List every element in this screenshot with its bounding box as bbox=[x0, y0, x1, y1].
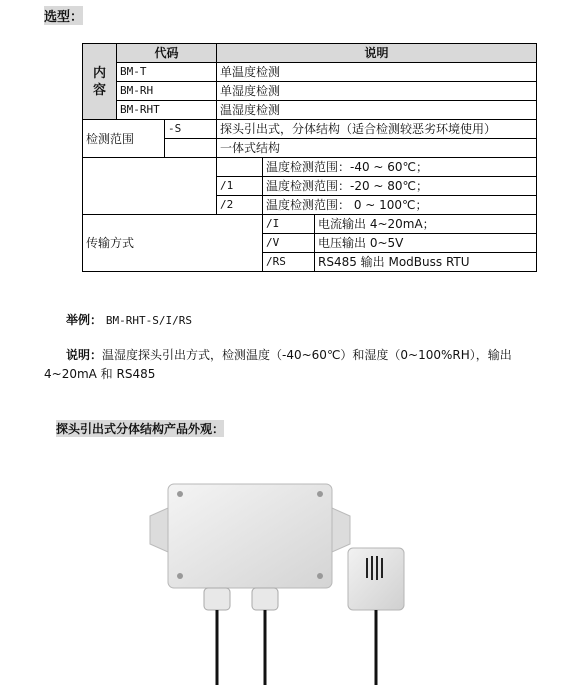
output-code: /I bbox=[263, 215, 315, 234]
screw-icon bbox=[317, 491, 323, 497]
range-code: /2 bbox=[217, 196, 263, 215]
range-desc: 温度检测范围：-40 ~ 60℃； bbox=[263, 158, 537, 177]
range-desc: 温度检测范围： 0 ~ 100℃； bbox=[263, 196, 537, 215]
output-code: /RS bbox=[263, 253, 315, 272]
description-text: 温湿度探头引出方式，检测温度（-40~60℃）和湿度（0~100%RH），输出 4~20mA 和 RS485 bbox=[44, 348, 512, 381]
probe-code: -S bbox=[165, 120, 217, 139]
output-desc: 电压输出 0~5V bbox=[315, 234, 537, 253]
example-line bbox=[66, 311, 192, 328]
appearance-heading: 探头引出式分体结构产品外观： bbox=[56, 422, 225, 436]
table-row bbox=[83, 215, 537, 234]
model-code: BM-T bbox=[117, 63, 217, 82]
product-photo bbox=[140, 470, 430, 685]
output-label: 传输方式 bbox=[83, 215, 263, 272]
probe-desc: 探头引出式，分体结构（适合检测较恶劣环境使用） bbox=[217, 120, 537, 139]
screw-icon bbox=[177, 573, 183, 579]
range-code bbox=[217, 158, 263, 177]
header-desc: 说明 bbox=[217, 44, 537, 63]
content-label-cell bbox=[83, 44, 117, 120]
model-desc: 单温度检测 bbox=[217, 63, 537, 82]
header-code: 代码 bbox=[117, 44, 217, 63]
model-code: BM-RHT bbox=[117, 101, 217, 120]
range-desc: 温度检测范围：-20 ~ 80℃； bbox=[263, 177, 537, 196]
table-row bbox=[83, 158, 537, 177]
example-value: BM-RHT-S/I/RS bbox=[105, 314, 192, 327]
selection-table bbox=[82, 43, 537, 272]
output-desc: 电流输出 4~20mA； bbox=[315, 215, 537, 234]
model-desc: 单湿度检测 bbox=[217, 82, 537, 101]
range-code: /1 bbox=[217, 177, 263, 196]
screw-icon bbox=[177, 491, 183, 497]
probe-label: 检测范围 bbox=[83, 120, 165, 158]
probe-desc: 一体式结构 bbox=[217, 139, 537, 158]
enclosure-box bbox=[168, 484, 332, 588]
model-code: BM-RH bbox=[117, 82, 217, 101]
cable-gland bbox=[252, 588, 278, 610]
content-label-line2: 容 bbox=[92, 82, 106, 98]
description-paragraph bbox=[44, 346, 539, 384]
output-desc: RS485 输出 ModBuss RTU bbox=[315, 253, 537, 272]
example-label: 举例： bbox=[66, 313, 103, 327]
range-label bbox=[83, 158, 217, 215]
table-row bbox=[83, 101, 537, 120]
model-desc: 温湿度检测 bbox=[217, 101, 537, 120]
screw-icon bbox=[317, 573, 323, 579]
output-code: /V bbox=[263, 234, 315, 253]
content-label-line1: 内 bbox=[92, 65, 106, 81]
table-row bbox=[83, 82, 537, 101]
probe-code bbox=[165, 139, 217, 158]
cable-gland bbox=[204, 588, 230, 610]
table-row bbox=[83, 120, 537, 139]
table-row bbox=[83, 63, 537, 82]
description-label: 说明： bbox=[66, 348, 103, 362]
table-header-row bbox=[83, 44, 537, 63]
selection-heading: 选型： bbox=[44, 6, 83, 25]
